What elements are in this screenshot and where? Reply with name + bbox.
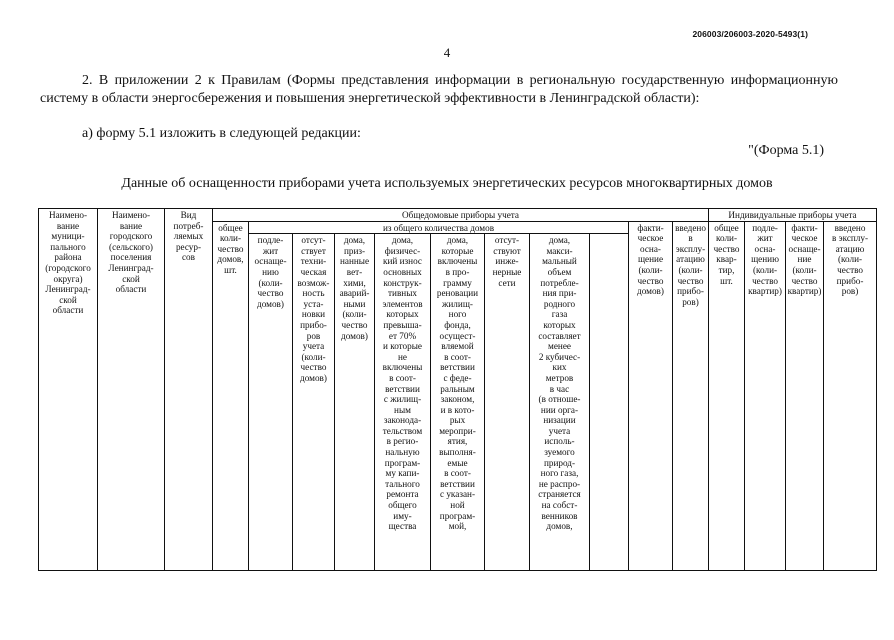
document-id: 206003/206003-2020-5493(1) (692, 29, 808, 39)
paragraph-subitem-a: а) форму 5.1 изложить в следующей редакции: (82, 126, 361, 141)
page-number: 4 (443, 45, 451, 60)
header-individual-meters: Индивидуальные приборы учета (709, 209, 877, 222)
header-no-tech-possibility: отсут- ствует техни- ческая возмож- ность уста- новки прибо- ров учета (коли- чество домов) (293, 234, 335, 571)
header-subject-to-equip: подле- жит оснаще- нию (коли- чество домов) (249, 234, 293, 571)
header-emergency-houses: дома, приз- нанные вет- хими, аварий- ными (коли- чество домов) (335, 234, 375, 571)
header-ind-actual: факти- ческое оснаще- ние (коли- чество квартир) (786, 221, 824, 570)
header-total-houses: общее коли- чество домов, шт. (213, 221, 249, 570)
form-label: "(Форма 5.1) (748, 143, 824, 158)
header-common-meters: Общедомовые приборы учета (213, 209, 709, 222)
header-spacer (590, 234, 629, 571)
metering-data-table (38, 208, 877, 571)
header-renovation-program: дома, которые включены в про- грамму реновации жилищ- ного фонда, осущест- вляемой в соот- ветствии с феде- ральным законом, и в кото- рых меропри- ятия, выполня- емые в соот- ветствии с указан- ной програм- мой, (431, 234, 485, 571)
table-title: Данные об оснащенности приборами учета используемых энергетических ресурсов многоквартирных домов (121, 176, 773, 191)
header-resource-type: Вид потреб- ляемых ресур- сов (165, 209, 213, 571)
header-actual-equipped: факти- ческое осна- щение (коли- чество домов) (629, 221, 673, 570)
header-of-total-houses: из общего количества домов (249, 221, 629, 234)
header-settlement: Наимено- вание городского (сельского) поселения Ленинград- ской области (98, 209, 165, 571)
header-ind-total-apartments: общее коли- чество квар- тир, шт. (709, 221, 745, 570)
header-wear-over-70: дома, физичес- кий износ основных конструк- тивных элементов которых превыша- ет 70% и которые не включены в соот- ветствии с жилищ- ным законода- тельством в регио- нальную програм- му капи- тального ремонта общего иму- щества (375, 234, 431, 571)
header-commissioned: введено в эксплу- атацию (коли- чество прибо- ров) (673, 221, 709, 570)
header-ind-subject: подле- жит осна- щению (коли- чество квартир) (745, 221, 786, 570)
paragraph-amendment: 2. В приложении 2 к Правилам (Формы представления информации в региональную государственную информационную систему в области энергосбережения и повышения энергетической эффективности в Ленинградской области): (40, 73, 838, 106)
header-ind-commissioned: введено в эксплу- атацию (коли- чество прибо- ров) (824, 221, 877, 570)
header-district: Наимено- вание муници- пального района (городского округа) Ленинград- ской области (39, 209, 98, 571)
header-no-networks: отсут- ствуют инже- нерные сети (485, 234, 530, 571)
header-gas-under-2: дома, макси- мальный объем потребле- ния при- родного газа которых составляет менее 2 кубичес- ких метров в час (в отноше- нии орга- низации учета исполь- зуемого природ- ного газа, не распро- страняется на собст- венников домов, (530, 234, 590, 571)
